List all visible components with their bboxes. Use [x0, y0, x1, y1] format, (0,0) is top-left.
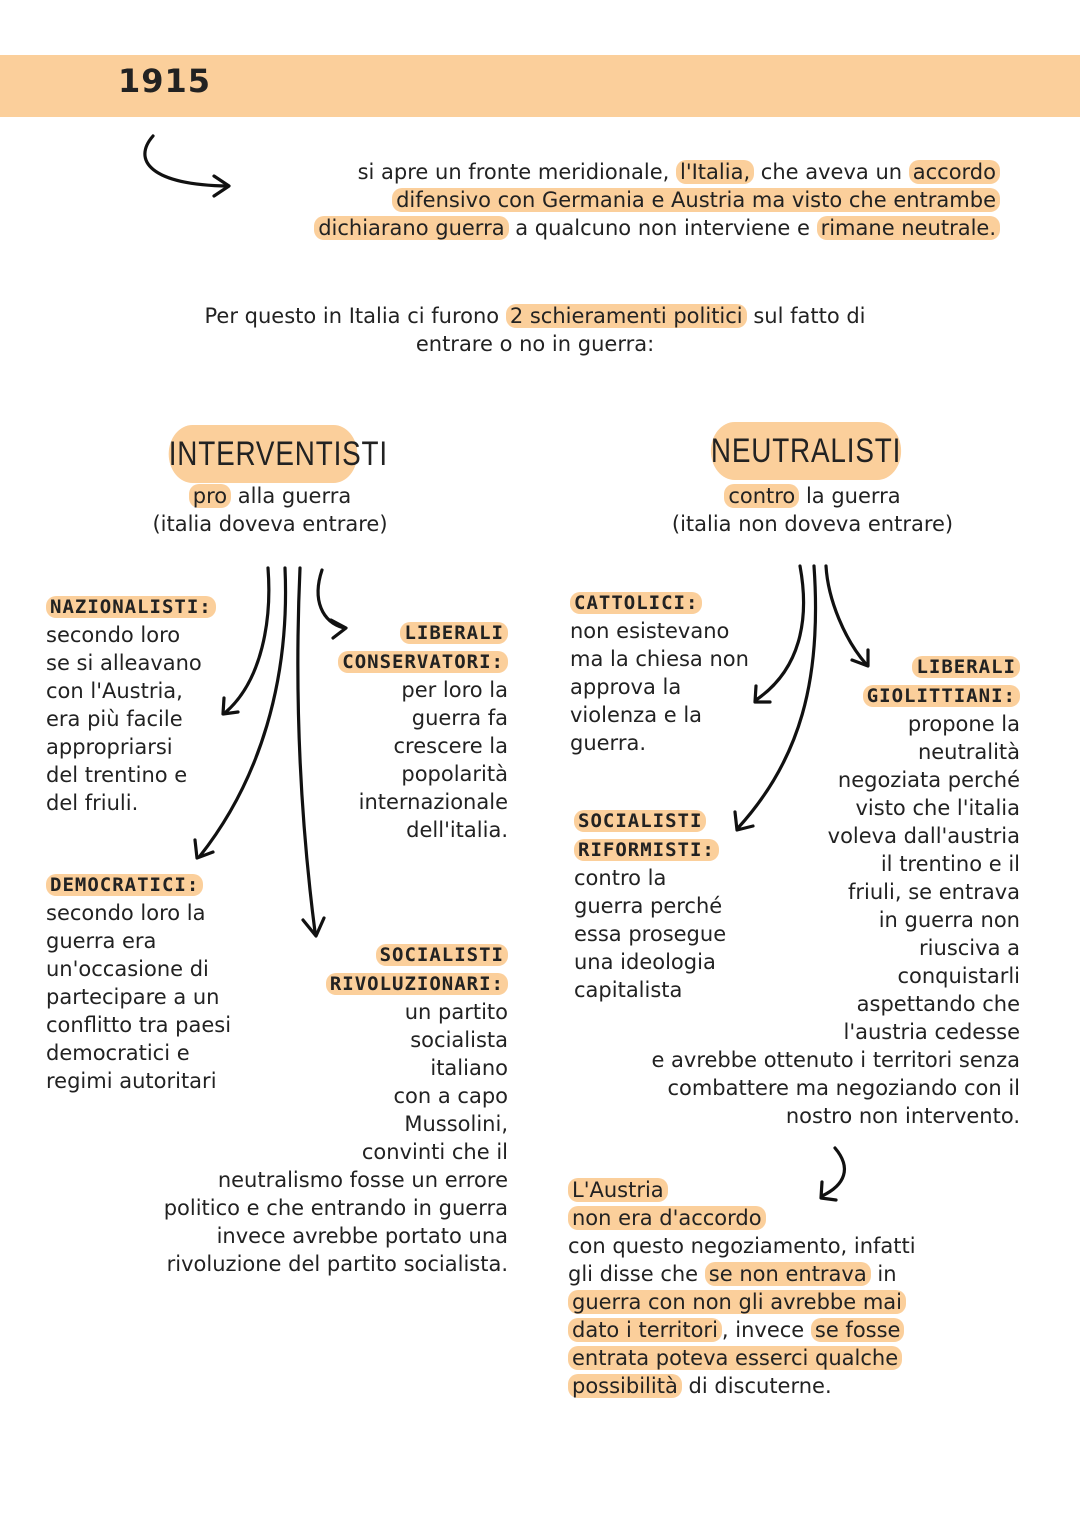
intro-line-1c: che aveva un [754, 160, 909, 184]
austria-highlight-possibilita: possibilità [568, 1374, 682, 1398]
democratici-label: DEMOCRATICI: [46, 874, 203, 896]
sub-highlight-schieramenti: 2 schieramenti politici [506, 304, 747, 328]
democratici-line: un'occasione di [46, 957, 209, 981]
socialisti-rivoluzionari-line: un partito [404, 1000, 508, 1024]
austria-highlight-dato-territori: dato i territori [568, 1318, 722, 1342]
liberali-giolittiani-line: voleva dall'austria [827, 824, 1020, 848]
intro-highlight-accordo: accordo [909, 160, 1000, 184]
nazionalisti-line: se si alleavano [46, 651, 202, 675]
interventisti-note: (italia doveva entrare) [152, 512, 388, 536]
austria-line-6b: di discuterne. [681, 1374, 832, 1398]
austria-line-1: con questo negoziamento, infatti [568, 1234, 916, 1258]
socialisti-riformisti-line: contro la [574, 866, 667, 890]
democratici-line: partecipare a un [46, 985, 220, 1009]
liberali-giolittiani-tail-line: e avrebbe ottenuto i territori senza [651, 1048, 1020, 1072]
austria-highlight-se-fosse: se fosse [811, 1318, 905, 1342]
intro-highlight-dichiarano: dichiarano guerra [314, 216, 508, 240]
liberali-giolittiani-line: conquistarli [897, 964, 1020, 988]
intro-highlight-neutrale: rimane neutrale. [817, 216, 1000, 240]
austria-highlight-line-5: entrata poteva esserci qualche [568, 1346, 902, 1370]
sub-line-1c: sul fatto di [746, 304, 866, 328]
socialisti-riformisti-label-1: SOCIALISTI [574, 810, 706, 832]
year-heading: 1915 [118, 62, 212, 100]
intro-text [230, 158, 1000, 242]
sub-line-2: entrare o no in guerra: [415, 332, 655, 356]
liberali-giolittiani-tail-line: nostro non intervento. [785, 1104, 1020, 1128]
interventisti-pro-rest: alla guerra [231, 484, 352, 508]
socialisti-rivoluzionari-line: italiano [430, 1056, 508, 1080]
democratici-line: democratici e [46, 1041, 190, 1065]
liberali-conservatori-line: per loro la [401, 678, 508, 702]
nazionalisti-line: appropriarsi [46, 735, 173, 759]
cattolici-line: guerra. [570, 731, 647, 755]
intro-highlight-line-2: difensivo con Germania e Austria ma visto che entrambe [392, 188, 1000, 212]
democratici-line: guerra era [46, 929, 157, 953]
socialisti-rivoluzionari-line: neutralismo fosse un errore [217, 1168, 508, 1192]
cattolici-line: non esistevano [570, 619, 730, 643]
liberali-conservatori-line: dell'italia. [406, 818, 508, 842]
interventisti-title: INTERVENTISTI [169, 425, 358, 483]
liberali-conservatori-line: internazionale [358, 790, 508, 814]
nazionalisti-label: NAZIONALISTI: [46, 596, 216, 618]
socialisti-riformisti-line: guerra perché [574, 894, 723, 918]
liberali-giolittiani-label-2: GIOLITTIANI: [863, 685, 1020, 707]
neutralisti-note: (italia non doveva entrare) [671, 512, 954, 536]
democratici-line: conflitto tra paesi [46, 1013, 232, 1037]
interventisti-desc [100, 482, 440, 538]
nazionalisti-line: secondo loro [46, 623, 181, 647]
arrow-to-nazionalisti [226, 568, 269, 712]
liberali-conservatori-line: guerra fa [411, 706, 508, 730]
liberali-conservatori-group [300, 618, 508, 844]
liberali-giolittiani-line: negoziata perché [837, 768, 1020, 792]
liberali-giolittiani-line: in guerra non [878, 908, 1020, 932]
nazionalisti-group [46, 592, 216, 817]
austria-highlight-line-3: guerra con non gli avrebbe mai [568, 1290, 906, 1314]
intro-line-3b: a qualcuno non interviene e [508, 216, 817, 240]
cattolici-line: violenza e la [570, 703, 703, 727]
interventisti-pro: pro [189, 484, 231, 508]
cattolici-line: ma la chiesa non [570, 647, 749, 671]
sub-line-1a: Per questo in Italia ci furono [204, 304, 506, 328]
sub-text [120, 302, 950, 358]
liberali-conservatori-label-2: CONSERVATORI: [338, 651, 508, 673]
liberali-giolittiani-label-1: LIBERALI [912, 656, 1020, 678]
liberali-conservatori-line: popolarità [401, 762, 508, 786]
liberali-giolittiani-line: neutralità [917, 740, 1020, 764]
socialisti-rivoluzionari-line: con a capo [393, 1084, 508, 1108]
socialisti-riformisti-label-2: RIFORMISTI: [574, 839, 719, 861]
austria-line-2c: in [870, 1262, 897, 1286]
austria-label-1: L'Austria [568, 1178, 668, 1202]
neutralisti-contro: contro [724, 484, 799, 508]
neutralisti-contro-rest: la guerra [799, 484, 901, 508]
liberali-giolittiani-line: l'austria cedesse [843, 1020, 1020, 1044]
austria-line-4b: , invece [721, 1318, 811, 1342]
socialisti-rivoluzionari-group [100, 940, 508, 1278]
austria-group [568, 1176, 916, 1400]
intro-line-1a: si apre un fronte meridionale, [357, 160, 676, 184]
socialisti-rivoluzionari-label-2: RIVOLUZIONARI: [326, 973, 508, 995]
cattolici-group [570, 588, 749, 757]
austria-line-2a: gli disse che [568, 1262, 705, 1286]
socialisti-rivoluzionari-line: convinti che il [361, 1140, 508, 1164]
austria-label-2: non era d'accordo [568, 1206, 766, 1230]
nazionalisti-line: con l'Austria, [46, 679, 183, 703]
nazionalisti-line: del trentino e [46, 763, 188, 787]
neutralisti-title: NEUTRALISTI [711, 422, 901, 480]
democratici-line: secondo loro la [46, 901, 206, 925]
liberali-giolittiani-group [780, 652, 1020, 1046]
liberali-giolittiani-line: aspettando che [856, 992, 1020, 1016]
socialisti-rivoluzionari-line: Mussolini, [404, 1112, 508, 1136]
cattolici-line: approva la [570, 675, 682, 699]
socialisti-riformisti-line: una ideologia [574, 950, 716, 974]
socialisti-riformisti-line: capitalista [574, 978, 683, 1002]
nazionalisti-line: era più facile [46, 707, 183, 731]
liberali-giolittiani-line: visto che l'italia [855, 796, 1020, 820]
liberali-giolittiani-line: propone la [907, 712, 1020, 736]
liberali-giolittiani-tail [560, 1046, 1020, 1130]
socialisti-rivoluzionari-line: rivoluzione del partito socialista. [166, 1252, 508, 1276]
socialisti-rivoluzionari-label-1: SOCIALISTI [376, 944, 508, 966]
liberali-giolittiani-line: friuli, se entrava [848, 880, 1020, 904]
austria-highlight-se-non-entrava: se non entrava [705, 1262, 871, 1286]
socialisti-riformisti-group [574, 806, 726, 1004]
neutralisti-desc [630, 482, 995, 538]
cattolici-label: CATTOLICI: [570, 592, 702, 614]
liberali-giolittiani-tail-line: combattere ma negoziando con il [667, 1076, 1020, 1100]
socialisti-rivoluzionari-line: politico e che entrando in guerra [163, 1196, 508, 1220]
socialisti-rivoluzionari-line: invece avrebbe portato una [216, 1224, 508, 1248]
nazionalisti-line: del friuli. [46, 791, 139, 815]
democratici-line: regimi autoritari [46, 1069, 217, 1093]
liberali-giolittiani-line: riusciva a [919, 936, 1020, 960]
socialisti-riformisti-line: essa prosegue [574, 922, 727, 946]
intro-highlight-italia: l'Italia, [676, 160, 754, 184]
socialisti-rivoluzionari-line: socialista [410, 1028, 508, 1052]
liberali-conservatori-line: crescere la [393, 734, 508, 758]
liberali-conservatori-label-1: LIBERALI [400, 622, 508, 644]
liberali-giolittiani-line: il trentino e il [880, 852, 1020, 876]
arrow-to-liberali-giol [826, 566, 866, 664]
